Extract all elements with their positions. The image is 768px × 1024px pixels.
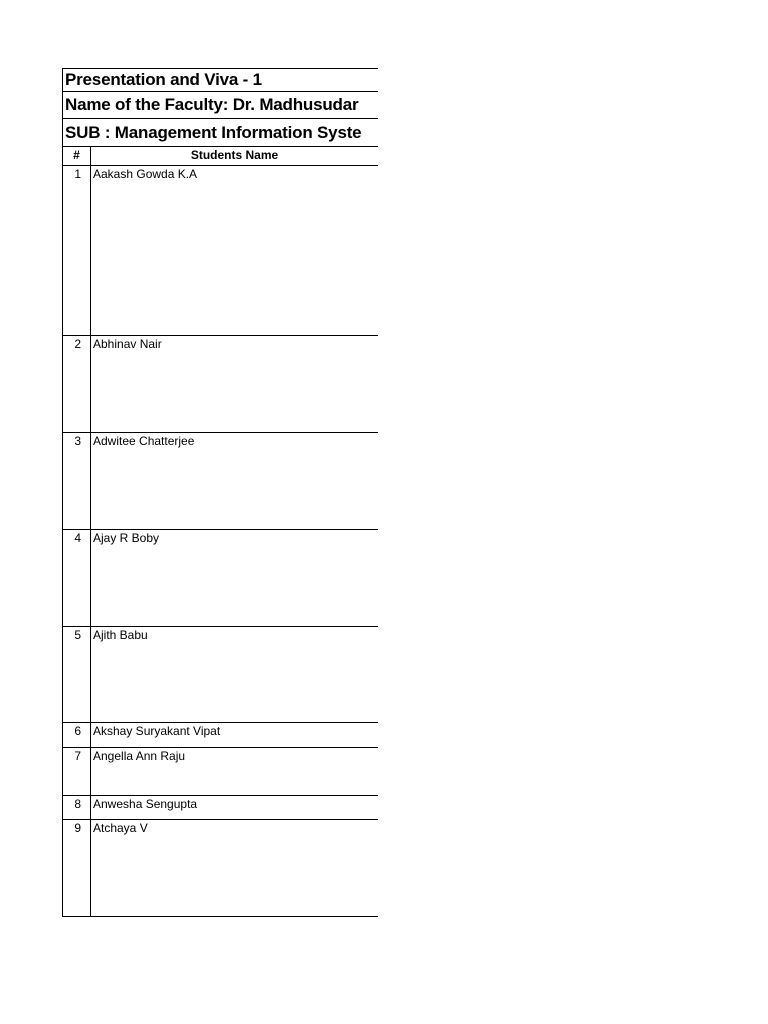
column-header-number: # [63, 147, 91, 166]
table-header-row [63, 147, 379, 166]
student-name: Aakash Gowda K.A [91, 166, 379, 336]
row-number: 5 [63, 627, 91, 723]
table-row [63, 820, 379, 917]
row-number: 9 [63, 820, 91, 917]
row-number: 8 [63, 796, 91, 820]
row-number: 7 [63, 748, 91, 796]
table-row [63, 433, 379, 530]
sheet-title: Presentation and Viva - 1 [62, 68, 378, 91]
table-row [63, 627, 379, 723]
row-number: 2 [63, 336, 91, 433]
faculty-name: Name of the Faculty: Dr. Madhusudar [62, 91, 378, 118]
table-row [63, 530, 379, 627]
students-table [62, 146, 378, 917]
student-name: Ajay R Boby [91, 530, 379, 627]
table-row [63, 336, 379, 433]
attendance-sheet [62, 68, 378, 917]
table-row [63, 166, 379, 336]
table-row [63, 723, 379, 748]
student-name: Abhinav Nair [91, 336, 379, 433]
student-name: Ajith Babu [91, 627, 379, 723]
row-number: 3 [63, 433, 91, 530]
row-number: 4 [63, 530, 91, 627]
table-row [63, 796, 379, 820]
column-header-students-name: Students Name [91, 147, 379, 166]
table-row [63, 748, 379, 796]
row-number: 6 [63, 723, 91, 748]
student-name: Akshay Suryakant Vipat [91, 723, 379, 748]
student-name: Anwesha Sengupta [91, 796, 379, 820]
student-name: Angella Ann Raju [91, 748, 379, 796]
student-name: Adwitee Chatterjee [91, 433, 379, 530]
student-name: Atchaya V [91, 820, 379, 917]
row-number: 1 [63, 166, 91, 336]
subject-name: SUB : Management Information Syste [62, 118, 378, 146]
